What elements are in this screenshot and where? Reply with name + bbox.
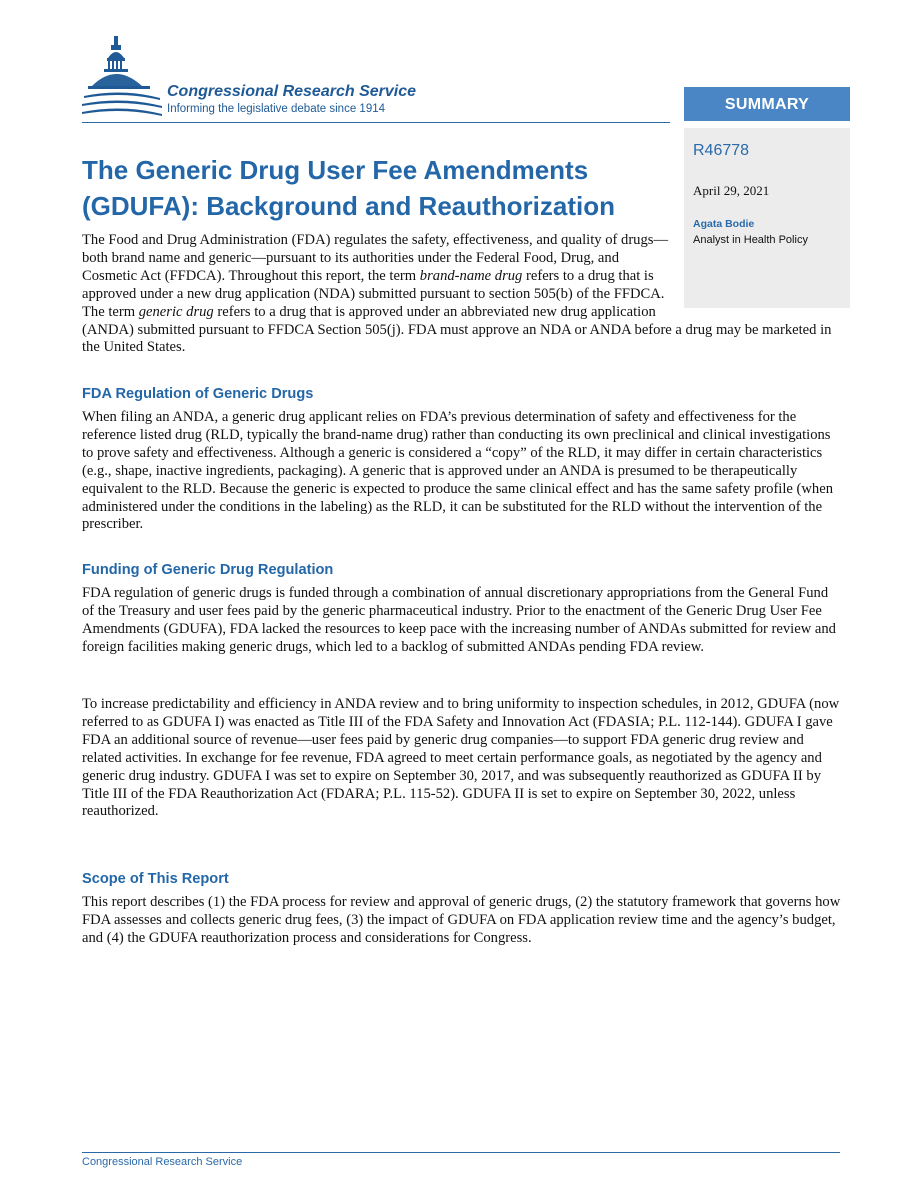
term-brand-name-drug: brand-name drug [419,267,523,284]
intro-text-1: The Food and Drug Administration (FDA) regulates the safety, effectiveness, and quality of drugs—both brand name and generic—pursuant to its authorities under the Federal Food, Drug, and Cosmetic Act (FFDCA). Throughout this report, the term [82,232,669,284]
footer-org-name: Congressional Research Service [82,1156,243,1168]
page-title: The Generic Drug User Fee Amendments (GDUFA): Background and Reauthorization [82,155,615,221]
section-paragraph: FDA regulation of generic drugs is funded through a combination of annual discretionary appropriations from the General Fund of the Treasury and user fees paid by the generic pharmaceutical industry. Prior to the enactment of the Generic Drug User Fee Amendments (GDUFA), FDA lacked the resources to keep pace with the increasing number of ANDAs submitted for review and foreign facilities making generic drugs, which led to a backlog of submitted ANDAs pending FDA review. [82,585,836,655]
intro-text-2: refers to a drug that is approved under a new drug application (NDA) submitted pursuant to section 505(b) of the FFDCA. The term [82,267,665,320]
org-name: Congressional Research Service [167,83,417,100]
org-tagline: Informing the legislative debate since 1914 [167,103,386,115]
report-date: April 29, 2021 [693,183,770,198]
summary-tab: SUMMARY [684,87,850,121]
section-heading-funding: Funding of Generic Drug Regulation [82,562,334,578]
intro-text-3: refers to a drug that is approved under an abbreviated new drug application (ANDA) submitted pursuant to FFDCA Section 505(j). FDA must approve an NDA or ANDA before a drug may be marketed in the United States. [82,303,832,356]
intro-paragraph [82,232,842,357]
section-paragraph: To increase predictability and efficiency in ANDA review and to bring uniformity to inspection schedules, in 2012, GDUFA (now referred to as GDUFA I) was enacted as Title III of the FDA Safety and Innovation Act (FDASIA; P.L. 112-144). GDUFA I gave FDA an additional source of revenue—user fees paid by generic drug companies—to support FDA generic drug review and related activities. In exchange for fee revenue, FDA agreed to meet certain performance goals, as negotiated by the agency and generic drug industry. GDUFA I was set to expire on September 30, 2017, and was subsequently reauthorized as GDUFA II by Title III of the FDA Reauthorization Act (FDARA; P.L. 115-52). GDUFA II is set to expire on September 30, 2022, unless reauthorized. [82,696,840,820]
author-name: Agata Bodie [693,218,755,230]
author-title: Analyst in Health Policy [693,234,808,246]
section-paragraph: This report describes (1) the FDA process for review and approval of generic drugs, (2) the statutory framework that governs how FDA assesses and collects generic drug fees, (3) the impact of GDUFA on FDA application review time and the agency’s budget, and (4) the GDUFA reauthorization process and considerations for Congress. [82,894,841,946]
capitol-dome-icon [82,36,162,122]
term-generic-drug: generic drug [138,303,214,320]
section-heading-fda-regulation: FDA Regulation of Generic Drugs [82,386,314,402]
section-heading-scope: Scope of This Report [82,871,229,887]
footer-divider [82,1152,840,1153]
header-divider [82,122,670,123]
sidebar-wrap-spacer [674,232,842,304]
report-number: R46778 [693,142,750,159]
section-paragraph: When filing an ANDA, a generic drug applicant relies on FDA’s previous determination of safety and effectiveness for the reference listed drug (RLD, typically the brand-name drug) rather than conducting its own preclinical and clinical investigations to prove safety and effectiveness. Although a generic is considered a “copy” of the RLD, it may differ in certain characteristics (e.g., shape, inactive ingredients, packaging). A generic that is approved under an ANDA is presumed to be therapeutically equivalent to the RLD. Because the generic is expected to produce the same clinical effect and has the same safety profile (when administered under the conditions in the labeling) as the RLD, it can be substituted for the RLD without the intervention of the prescriber. [82,409,834,533]
crs-logo [82,36,472,122]
